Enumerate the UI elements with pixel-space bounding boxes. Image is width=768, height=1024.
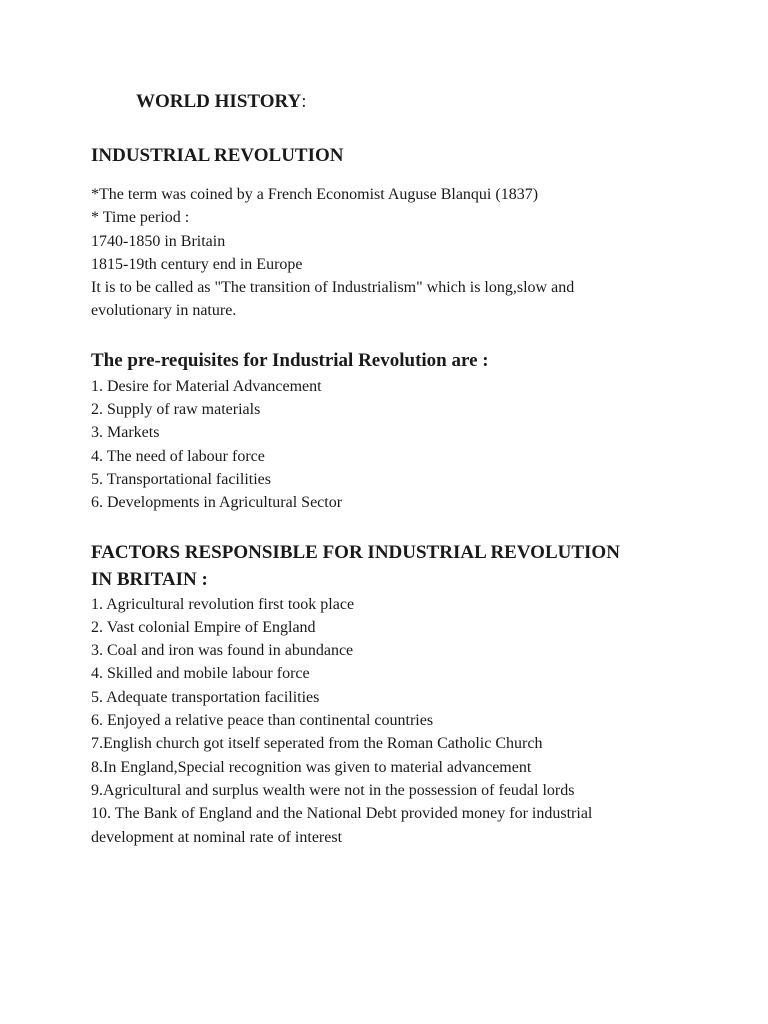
heading-text: WORLD HISTORY [136,91,302,112]
list-item: 3. Markets [91,424,160,442]
list-item: 6. Enjoyed a relative peace than continental countries [91,712,434,730]
list-item: 4. Skilled and mobile labour force [91,665,310,683]
intro-line: 1740-1850 in Britain [91,232,226,250]
intro-line: It is to be called as "The transition of Industrialism" which is long,slow and [91,279,575,297]
intro-line: 1815-19th century end in Europe [91,255,303,273]
list-item: 5. Transportational facilities [91,470,271,488]
list-item: 6. Developments in Agricultural Sector [91,494,343,512]
list-item: 7.English church got itself seperated from the Roman Catholic Church [91,735,543,753]
section-title-factors-line2: IN BRITAIN : [91,568,208,590]
list-item: 8.In England,Special recognition was given to material advancement [91,758,532,776]
section-title-factors-line1: FACTORS RESPONSIBLE FOR INDUSTRIAL REVOLUTION [91,541,620,563]
section-title-industrial-revolution: INDUSTRIAL REVOLUTION [91,145,344,166]
intro-line: * Time period : [91,209,190,227]
document-page [91,88,691,849]
list-item: 1. Agricultural revolution first took place [91,595,355,613]
list-item: 10. The Bank of England and the National Debt provided money for industrial [91,805,593,823]
prerequisites-list [91,375,691,515]
list-item: 9.Agricultural and surplus wealth were not in the possession of feudal lords [91,781,575,799]
factors-list [91,593,691,849]
document-heading [136,88,691,116]
list-item: 5. Adequate transportation facilities [91,688,320,706]
section-title-factors [91,539,691,593]
heading-colon: : [301,91,307,112]
list-item: 4. The need of labour force [91,447,265,465]
intro-paragraph [91,183,691,323]
section-title-prerequisites: The pre-requisites for Industrial Revolution are : [91,349,489,371]
list-item: 1. Desire for Material Advancement [91,377,322,395]
intro-line: *The term was coined by a French Economist Auguse Blanqui (1837) [91,186,539,203]
intro-line: evolutionary in nature. [91,302,237,320]
list-item: 2. Supply of raw materials [91,401,261,419]
list-item: development at nominal rate of interest [91,828,343,846]
list-item: 3. Coal and iron was found in abundance [91,642,354,660]
list-item: 2. Vast colonial Empire of England [91,618,316,636]
